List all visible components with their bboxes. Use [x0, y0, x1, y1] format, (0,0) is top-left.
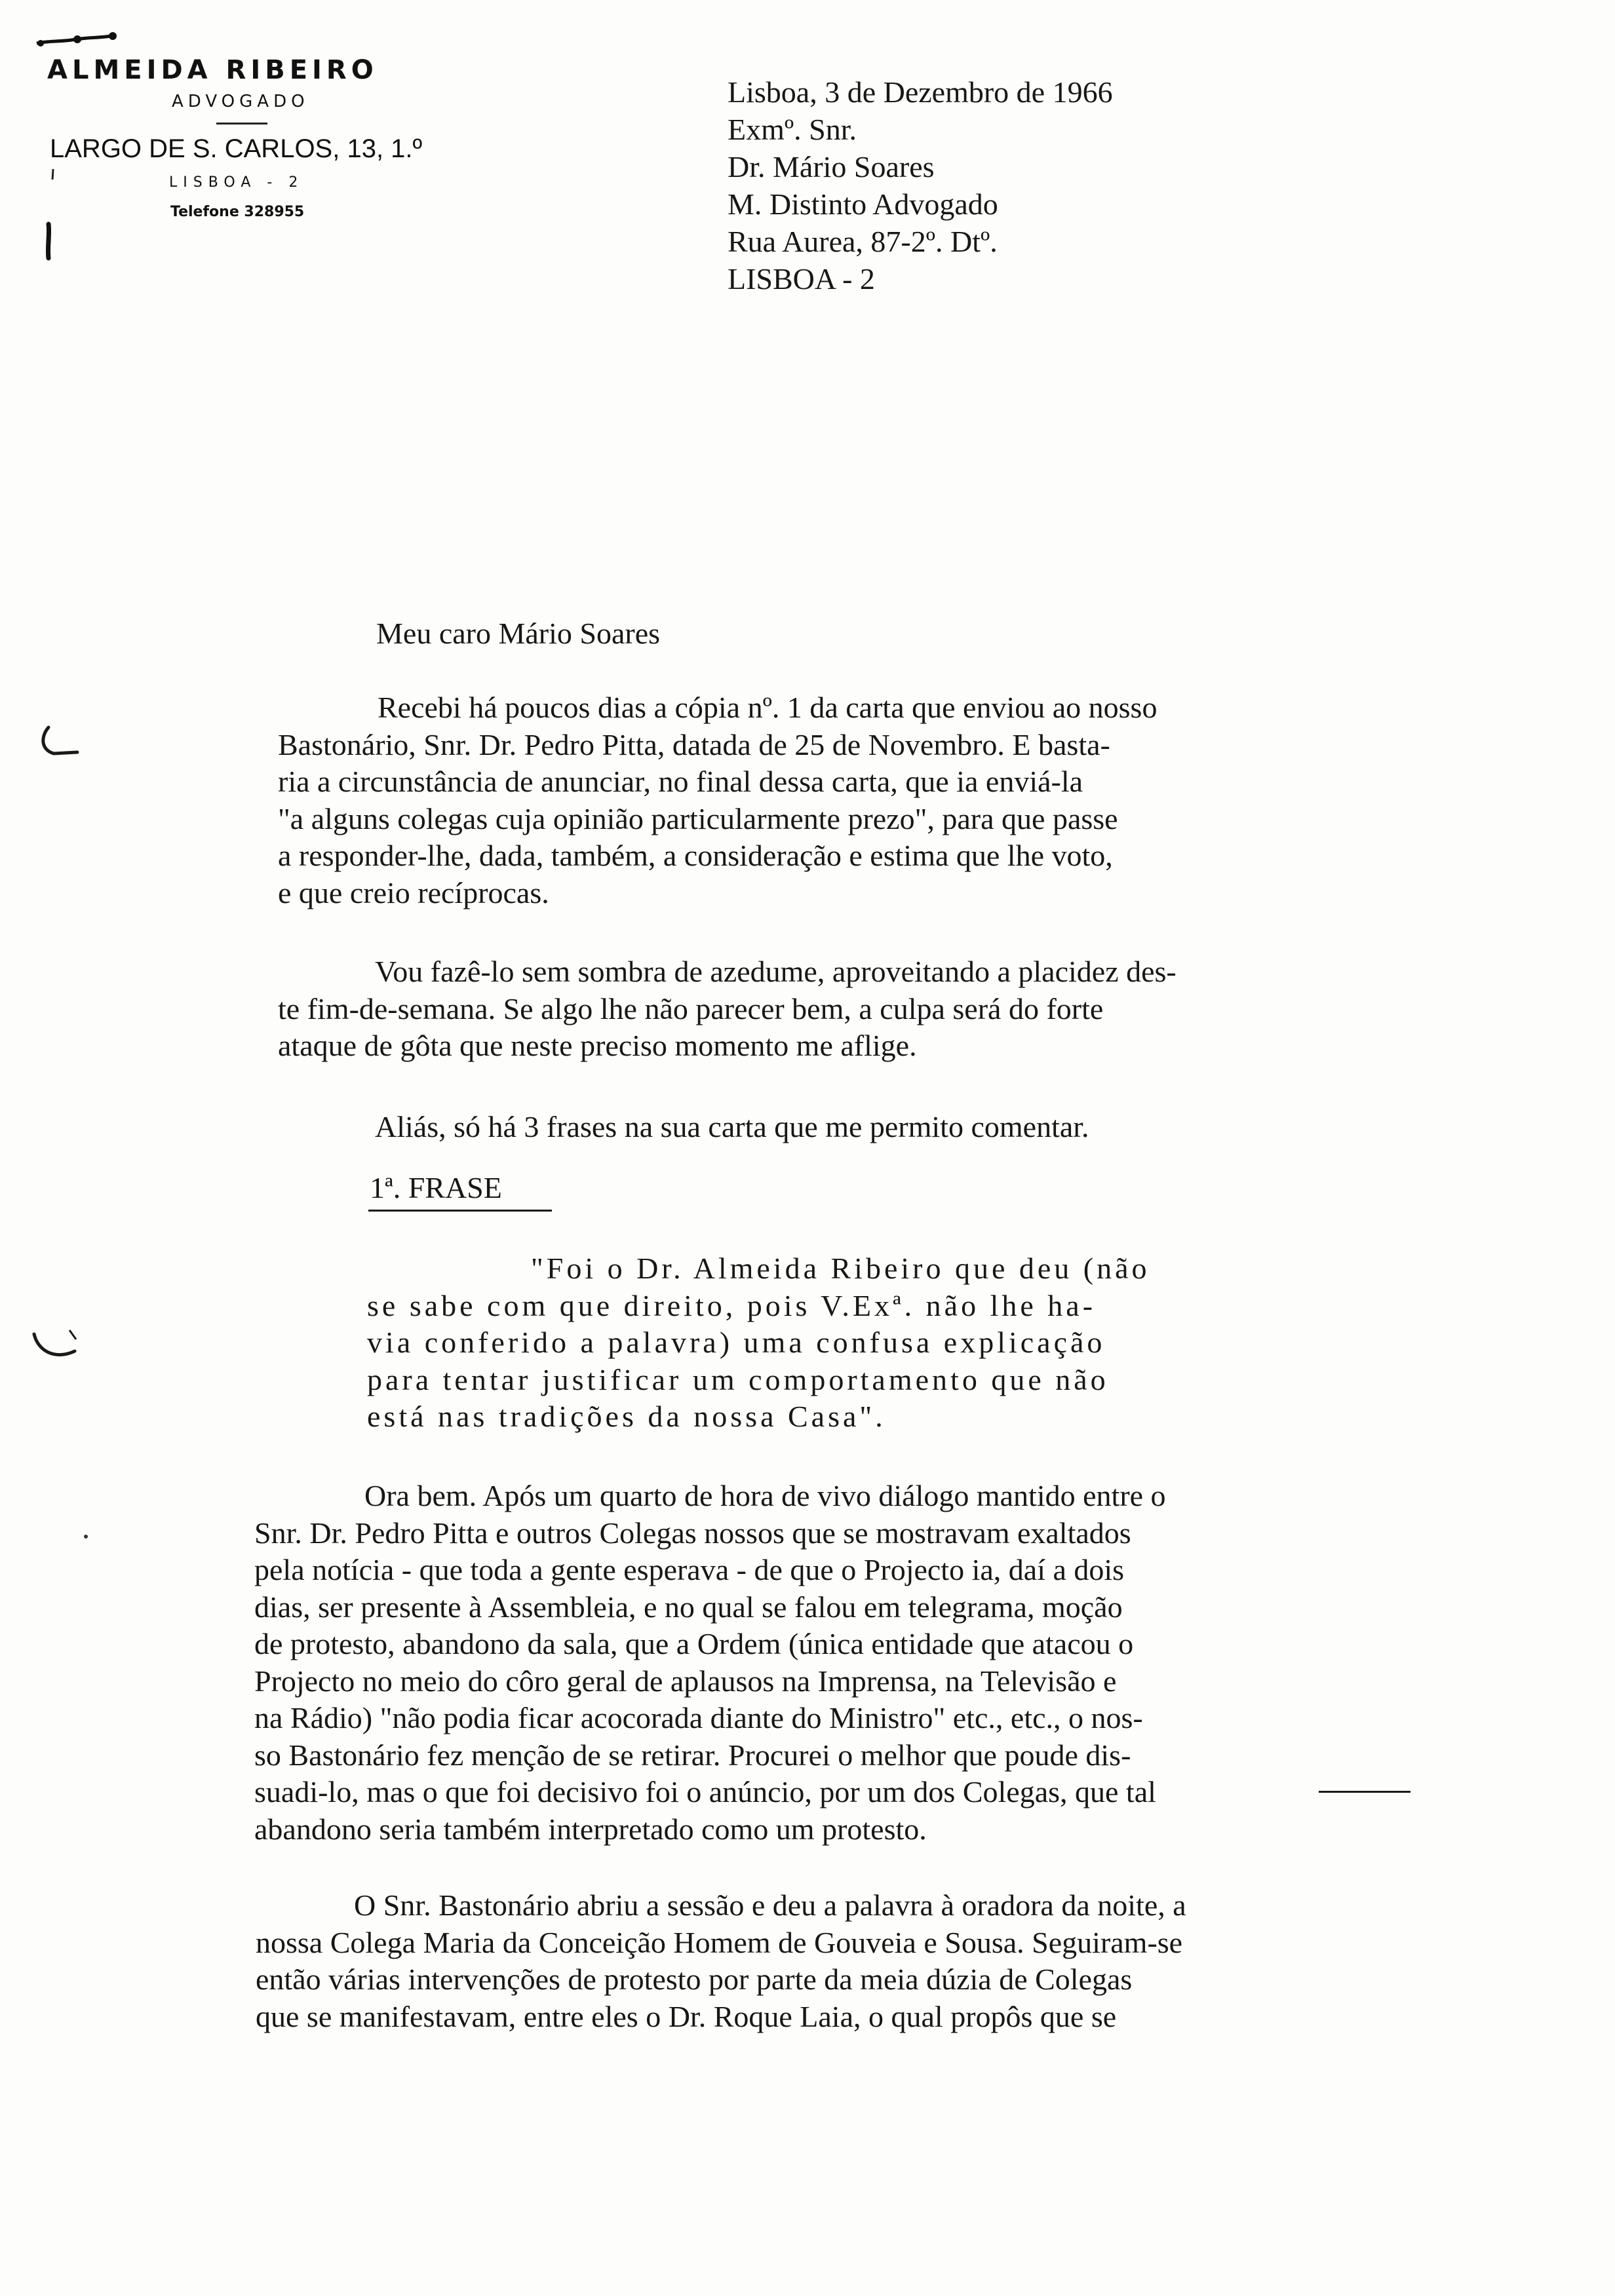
- paragraph-line: ria a circunstância de anunciar, no final dessa carta, que ia enviá-la: [278, 765, 1083, 798]
- margin-stroke-icon: [42, 221, 55, 261]
- margin-bracket-icon: [34, 723, 80, 763]
- letterhead-phone: Telefone 328955: [170, 204, 305, 220]
- paragraph-3: [278, 1109, 1089, 1146]
- paragraph-line: Vou fazê-lo sem sombra de azedume, aproveitando a placidez des-: [375, 955, 1177, 988]
- recipient-street: Rua Aurea, 87-2º. Dtº.: [728, 225, 998, 258]
- quote-line: se sabe com que direito, pois V.Exª. não lhe ha-: [367, 1288, 1097, 1322]
- section-heading: 1ª. FRASE: [370, 1171, 502, 1204]
- margin-bracket-icon: [29, 1325, 81, 1368]
- letterhead-name: ALMEIDA RIBEIRO: [47, 55, 378, 85]
- paragraph-line: te fim-de-semana. Se algo lhe não parecer bem, a culpa será do forte: [278, 991, 1104, 1025]
- paragraph-4: [254, 1478, 1166, 1848]
- paragraph-line: que se manifestavam, entre eles o Dr. Roque Laia, o qual propôs que se: [256, 1999, 1117, 2033]
- paragraph-line: O Snr. Bastonário abriu a sessão e deu a palavra à oradora da noite, a: [354, 1888, 1186, 1922]
- recipient-name: Dr. Mário Soares: [728, 150, 935, 183]
- paragraph-line: na Rádio) "não podia ficar acocorada diante do Ministro" etc., etc., o nos-: [254, 1701, 1143, 1734]
- paragraph-2: [278, 953, 1177, 1065]
- quoted-passage: [367, 1250, 1150, 1436]
- quote-line: via conferido a palavra) uma confusa explicação: [367, 1326, 1106, 1359]
- paragraph-line: de protesto, abandono da sala, que a Ordem (única entidade que atacou o: [254, 1627, 1134, 1660]
- paragraph-line: pela notícia - que toda a gente esperava - de que o Projecto ia, daí a dois: [254, 1553, 1125, 1586]
- recipient-city: LISBOA - 2: [728, 262, 875, 296]
- letterhead-title: ADVOGADO: [172, 92, 309, 111]
- pen-flourish-icon: [35, 28, 121, 54]
- salutation: Meu caro Mário Soares: [376, 617, 661, 650]
- paragraph-line: Ora bem. Após um quarto de hora de vivo diálogo mantido entre o: [364, 1479, 1166, 1512]
- paragraph-line: a responder-lhe, dada, também, a consideração e estima que lhe voto,: [278, 839, 1113, 872]
- heading-underline: [368, 1210, 552, 1212]
- paragraph-line: dias, ser presente à Assembleia, e no qual se falou em telegrama, moção: [254, 1590, 1123, 1624]
- margin-dot-icon: [83, 1533, 89, 1540]
- margin-tick-icon: [49, 168, 58, 181]
- recipient-profession: M. Distinto Advogado: [728, 187, 998, 221]
- paragraph-5: [256, 1887, 1186, 2035]
- paragraph-line: "a alguns colegas cuja opinião particularmente prezo", para que passe: [278, 801, 1118, 835]
- paragraph-line: então várias intervenções de protesto por parte da meia dúzia de Colegas: [256, 1962, 1133, 1996]
- letterhead-address: LARGO DE S. CARLOS, 13, 1.º: [50, 134, 423, 163]
- paragraph-line: so Bastonário fez menção de se retirar. Procurei o melhor que poude dis-: [254, 1738, 1131, 1772]
- paragraph-line: nossa Colega Maria da Conceição Homem de Gouveia e Sousa. Seguiram-se: [256, 1925, 1183, 1959]
- quote-line: para tentar justificar um comportamento que não: [367, 1362, 1109, 1396]
- letterhead-city: LISBOA - 2: [169, 174, 304, 191]
- handwritten-underline: [1319, 1791, 1411, 1793]
- paragraph-1: [278, 689, 1157, 911]
- quote-line: está nas tradições da nossa Casa".: [367, 1400, 886, 1433]
- paragraph-line: abandono seria também interpretado como um protesto.: [254, 1812, 927, 1846]
- paragraph-line: Aliás, só há 3 frases na sua carta que me permito comentar.: [375, 1110, 1089, 1143]
- paragraph-line: Snr. Dr. Pedro Pitta e outros Colegas nossos que se mostravam exaltados: [254, 1516, 1131, 1550]
- paragraph-line: ataque de gôta que neste preciso momento me aflige.: [278, 1029, 917, 1062]
- paragraph-line: Recebi há poucos dias a cópia nº. 1 da carta que enviou ao nosso: [378, 691, 1158, 724]
- paragraph-line: Projecto no meio do côro geral de aplausos na Imprensa, na Televisão e: [254, 1664, 1117, 1698]
- paragraph-line: suadi-lo, mas o que foi decisivo foi o anúncio, por um dos Colegas, que tal: [254, 1775, 1156, 1808]
- letterhead-rule: [216, 123, 267, 124]
- letter-date: Lisboa, 3 de Dezembro de 1966: [728, 75, 1113, 109]
- recipient-honorific: Exmº. Snr.: [728, 113, 857, 146]
- paragraph-line: Bastonário, Snr. Dr. Pedro Pitta, datada de 25 de Novembro. E basta-: [278, 727, 1110, 761]
- quote-line: "Foi o Dr. Almeida Ribeiro que deu (não: [531, 1252, 1150, 1285]
- recipient-block: [728, 73, 1113, 297]
- paragraph-line: e que creio recíprocas.: [278, 875, 549, 909]
